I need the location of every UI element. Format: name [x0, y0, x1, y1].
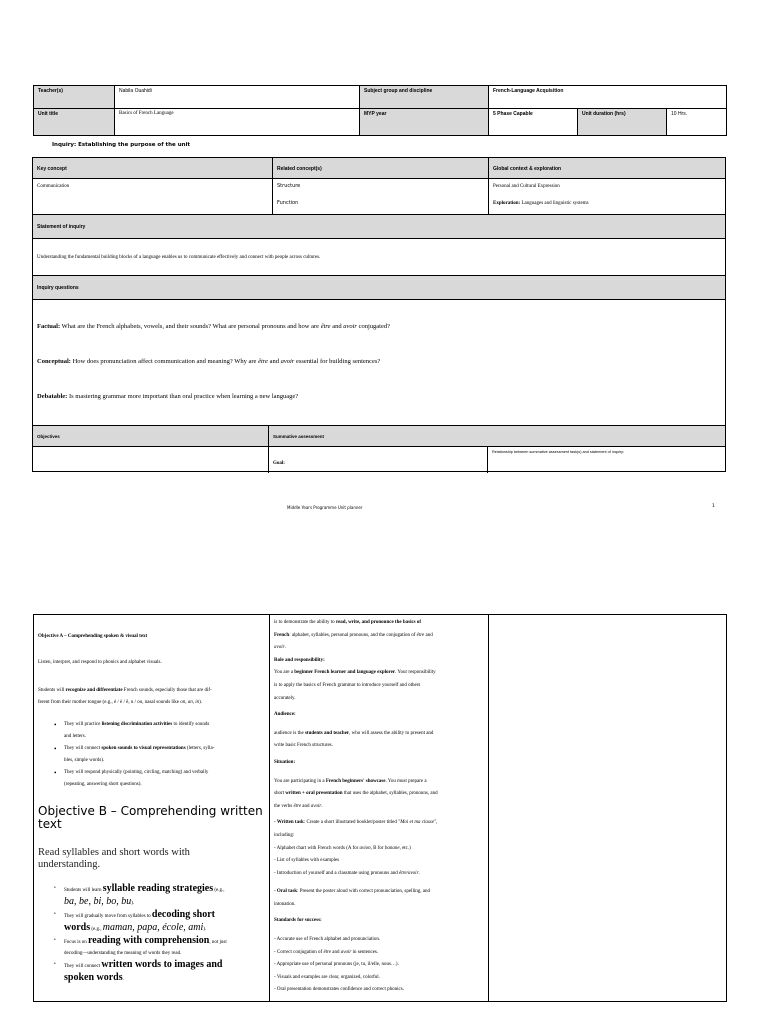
c2-l2-b: : alphabet, syllables, personal pronouns, and the conjugation of [289, 632, 417, 638]
wt-b: : Create a short illustrated booklet/poster titled [303, 820, 399, 826]
teachers-value: Nabila Ouahidi [115, 86, 360, 109]
role-label: Role and responsibility: [274, 657, 325, 663]
sit-d: short [274, 791, 286, 797]
bullet-icon: • [54, 912, 56, 917]
list-item [54, 767, 262, 791]
objective-a-intro: Listen, interpret, and respond to phonics and alphabet visuals. [38, 660, 162, 665]
concept-header-row [33, 158, 725, 179]
list-item [54, 909, 264, 935]
objA-p1-b: recognize and differentiate [65, 688, 123, 693]
summative-column [269, 615, 488, 1001]
objA-p1-e: on, an, in [180, 700, 200, 705]
sit-j: avoir [310, 803, 322, 809]
wt-c: "Moi et ma classe" [398, 820, 437, 826]
objA-b3-a: They will respond physically (pointing, circling, matching) and verbally [64, 770, 209, 775]
role-c: . Your responsibility [395, 670, 436, 676]
wt-l1-c: , B for [370, 845, 385, 851]
list-item [54, 959, 264, 985]
summative-label: Summative assessment [268, 426, 725, 446]
unit-header-table [33, 85, 727, 136]
wt-l1-e: , etc.) [399, 845, 411, 851]
sit-k: . [321, 803, 323, 809]
duration-label: Unit duration (hrs) [578, 109, 667, 136]
objB-b3-b: reading with comprehension [88, 935, 210, 946]
objective-a-title: Objective A – Comprehending spoken & visual text [38, 634, 148, 639]
objA-b1-a: They will practice [64, 722, 102, 727]
conceptual-end: essential for building sentences? [294, 358, 381, 365]
inquiry-questions-cell [33, 300, 725, 425]
exploration-label: Exploration: [493, 201, 521, 206]
factual-etre: être [320, 323, 331, 330]
footer-page-number: 1 [712, 504, 715, 509]
wt-l2: - List of syllables with examples [274, 858, 340, 864]
subject-value: French-Language Acquisition [489, 86, 727, 109]
objB-b4-b: written words to images and [101, 959, 223, 970]
wt-l3-a: - Introduction of yourself and a classmate using pronouns and [274, 870, 399, 876]
list-item [54, 719, 262, 743]
page-2-table [33, 614, 727, 1002]
c2-l3: avoir [274, 645, 285, 651]
duration-value: 10 Hrs. [667, 109, 727, 136]
unit-title-value: Basics of French Language [115, 109, 360, 136]
related-concepts-cell [272, 179, 489, 214]
objA-b2-a: They will connect [64, 746, 102, 751]
unit-title-label: Unit title [34, 109, 115, 136]
subject-label: Subject group and discipline [360, 86, 489, 109]
related-concepts-label: Related concept(s) [272, 158, 489, 178]
debatable-text: Is mastering grammar more important than oral practice when learning a new language? [67, 393, 299, 400]
bullet-icon: • [54, 769, 57, 777]
conceptual-text-a: How does pronunciation affect communication and meaning? Why are [70, 358, 259, 365]
concept-grid [32, 157, 726, 472]
role-e: accurately. [274, 695, 296, 701]
objB-b1-a: Students will learn [64, 888, 103, 893]
objectives-cell [33, 447, 269, 473]
wt-e: including: [274, 832, 295, 838]
footer-planner: Middle Years Programme Unit planner [287, 505, 363, 510]
teachers-label: Teacher(s) [34, 86, 115, 109]
audience-d: write basic French structures. [274, 743, 333, 749]
factual-avoir: avoir [343, 323, 357, 330]
std-2-b: être [323, 949, 332, 955]
role-d: is to apply the basics of French grammar to introduce yourself and others [274, 682, 421, 688]
audience-a: audience is the [274, 730, 305, 736]
objB-b1-c: (e.g., [213, 888, 225, 893]
related-concept-2: Function [277, 200, 299, 206]
wt-l3-b: être/avoir [398, 870, 419, 876]
myp-year-value: 5 Phase Capable [489, 109, 578, 136]
objB-b4-c: spoken words [64, 972, 123, 983]
concept-values-row [33, 179, 725, 215]
objA-b1-c: to identify sounds [172, 722, 210, 727]
conceptual-etre: être [258, 358, 268, 365]
c2-l3-end: . [284, 645, 286, 651]
global-context-label: Global context & exploration [488, 158, 725, 178]
role-a: You are a [274, 670, 295, 676]
std-5: - Oral presentation demonstrates confidence and correct phonics. [274, 987, 404, 993]
sit-i: and [301, 803, 311, 809]
key-concept-label: Key concept [37, 166, 67, 172]
global-context-cell [488, 179, 725, 214]
debatable-label: Debatable: [37, 393, 68, 400]
objB-b2-c: words [64, 922, 91, 933]
list-item [54, 935, 264, 959]
list-item [54, 883, 264, 909]
objB-b1-d: ba, be, bi, bo, bu [64, 896, 132, 907]
conceptual-and: and [267, 358, 281, 365]
factual-and: and [330, 323, 344, 330]
situation-label: Situation: [274, 759, 296, 765]
c2-l1-b: read, write, and pronounce the basics of [335, 620, 422, 625]
list-item [54, 743, 262, 767]
goal-label: Goal: [273, 461, 285, 466]
objA-b2-b: spoken sounds to visual representations [101, 746, 186, 751]
factual-label: Factual: [37, 323, 61, 330]
objA-p1-f: ). [199, 700, 202, 705]
objB-b2-b: decoding short [151, 909, 215, 920]
bullet-icon: • [54, 962, 56, 967]
objA-b2-c: (letters, sylla- [185, 746, 215, 751]
objB-b2-e: maman, papa, école, ami [102, 922, 204, 933]
wt-d: , [436, 820, 438, 826]
objective-b-title: Objective B – Comprehending written text [38, 804, 263, 831]
sit-h: être [293, 803, 302, 809]
wt-l1-b: avion [359, 845, 371, 851]
objB-b2-a: They will gradually move from syllables to [64, 914, 152, 919]
debatable-question [37, 393, 298, 400]
objB-b1-e: ). [131, 901, 135, 906]
conceptual-avoir: avoir [280, 358, 295, 365]
relationship-text: Relationship between summative assessment task(s) and statement of inquiry: [487, 447, 725, 473]
objA-p1-a: Students will [38, 688, 66, 693]
sit-a: You are participating in a [274, 778, 326, 784]
role-b: beginner French learner and language explorer [294, 670, 396, 676]
inquiry-questions-row [33, 300, 725, 426]
objectives-label: Objectives [37, 434, 60, 439]
audience-label: Audience: [274, 712, 296, 718]
statement-row [33, 239, 725, 276]
assessment-header-row [33, 426, 725, 447]
objB-b4-d: . [122, 977, 124, 982]
sit-f: that uses the alphabet, syllables, pronouns, and [342, 791, 438, 797]
exploration-line [493, 201, 721, 206]
myp-year-label: MYP year [360, 109, 489, 136]
objB-b3-d: decoding—understanding the meaning of words they read. [64, 951, 182, 956]
objective-b-bullets [52, 883, 264, 985]
inquiry-title: Inquiry: Establishing the purpose of the unit [52, 142, 191, 148]
factual-end: conjugated? [356, 323, 390, 330]
ot-a: - Oral task [274, 889, 298, 895]
objA-b1-d: and letters. [64, 734, 86, 739]
objA-p1-d: ferent from their mother tongue (e.g., é / è / ê, u / ou, nasal sounds like [38, 700, 181, 705]
c2-l1-a: is to demonstrate the ability to [274, 620, 336, 625]
std-2-a: - Correct conjugation of [274, 949, 324, 955]
assessment-body-row [33, 447, 725, 473]
sit-e: written + oral presentation [285, 791, 343, 797]
audience-c: , who will assess the ability to present and [349, 730, 434, 736]
std-4: - Visuals and examples are clear, organized, colorful. [274, 974, 380, 980]
factual-text-a: What are the French alphabets, vowels, and their sounds? What are personal pronouns and how are [60, 323, 321, 330]
goal-text [274, 617, 486, 997]
bullet-icon: • [54, 721, 57, 729]
summative-cell [268, 447, 487, 473]
bullet-icon: • [54, 938, 56, 943]
wt-l3-c: . [418, 870, 420, 876]
inquiry-questions-label-row [33, 276, 725, 300]
std-3: - Appropriate use of personal pronouns (je, tu, il/elle, nous…). [274, 962, 399, 968]
ot-c: intonation. [274, 901, 296, 907]
objective-a-bullets [52, 719, 262, 791]
global-context-value: Personal and Cultural Expression [493, 184, 560, 189]
objB-b3-c: , not just [209, 940, 227, 945]
std-1: - Accurate use of French alphabet and pronunciation. [274, 937, 381, 943]
conceptual-question [37, 358, 380, 365]
objB-b1-b: syllable reading strategies [102, 883, 214, 894]
sit-b: French beginners' showcase [325, 778, 386, 784]
key-concept-value: Communication [37, 184, 70, 189]
wt-l1-d: banane [384, 845, 400, 851]
objB-b3-a: Focus is on [64, 940, 89, 945]
statement-label-row [33, 215, 725, 239]
wt-l1-a: - Alphabet chart with French words (A for [274, 845, 360, 851]
inquiry-questions-label: Inquiry questions [37, 285, 79, 291]
ot-b: : Present the poster aloud with correct pronunciation, spelling, and [297, 889, 430, 895]
factual-question [37, 323, 390, 330]
objA-b1-b: listening discrimination activities [101, 722, 173, 727]
c2-l2-d: and [424, 632, 433, 638]
objA-b3-b: (repeating, answering short questions). [64, 782, 142, 787]
statement-text: Understanding the fundamental building blocks of a language enables us to communicate effectively and connect with people across cultures. [37, 255, 321, 260]
sit-c: . You must prepare a [385, 778, 427, 784]
c2-l2-a: French [274, 632, 290, 638]
bullet-icon: • [54, 886, 56, 891]
relationship-column [488, 615, 726, 1001]
objective-b-intro: Read syllables and short words with understanding. [38, 847, 190, 870]
statement-label: Statement of inquiry [37, 224, 86, 230]
audience-b: students and teacher [304, 730, 350, 736]
objA-b2-d: bles, simple words). [64, 758, 105, 763]
objective-a-paragraph [38, 685, 268, 709]
objB-b4-a: They will connect [64, 964, 102, 969]
wt-a: - Written task [274, 820, 304, 826]
objB-b2-d: (e.g., [90, 927, 103, 932]
sit-g: the verbs [274, 803, 294, 809]
objB-b2-f: ). [203, 927, 207, 932]
c2-l2-c: être [416, 632, 425, 638]
related-concept-1: Structure [277, 183, 301, 189]
exploration-value: Languages and linguistic systems [520, 201, 589, 206]
objA-p1-c: French sounds, especially those that are dif- [122, 688, 212, 693]
objectives-column [34, 615, 269, 1001]
conceptual-label: Conceptual: [37, 358, 71, 365]
std-2-c: and [331, 949, 341, 955]
bullet-icon: • [54, 745, 57, 753]
std-2-e: in sentences. [351, 949, 379, 955]
std-2-d: avoir [340, 949, 352, 955]
standards-label: Standards for success: [274, 918, 322, 924]
